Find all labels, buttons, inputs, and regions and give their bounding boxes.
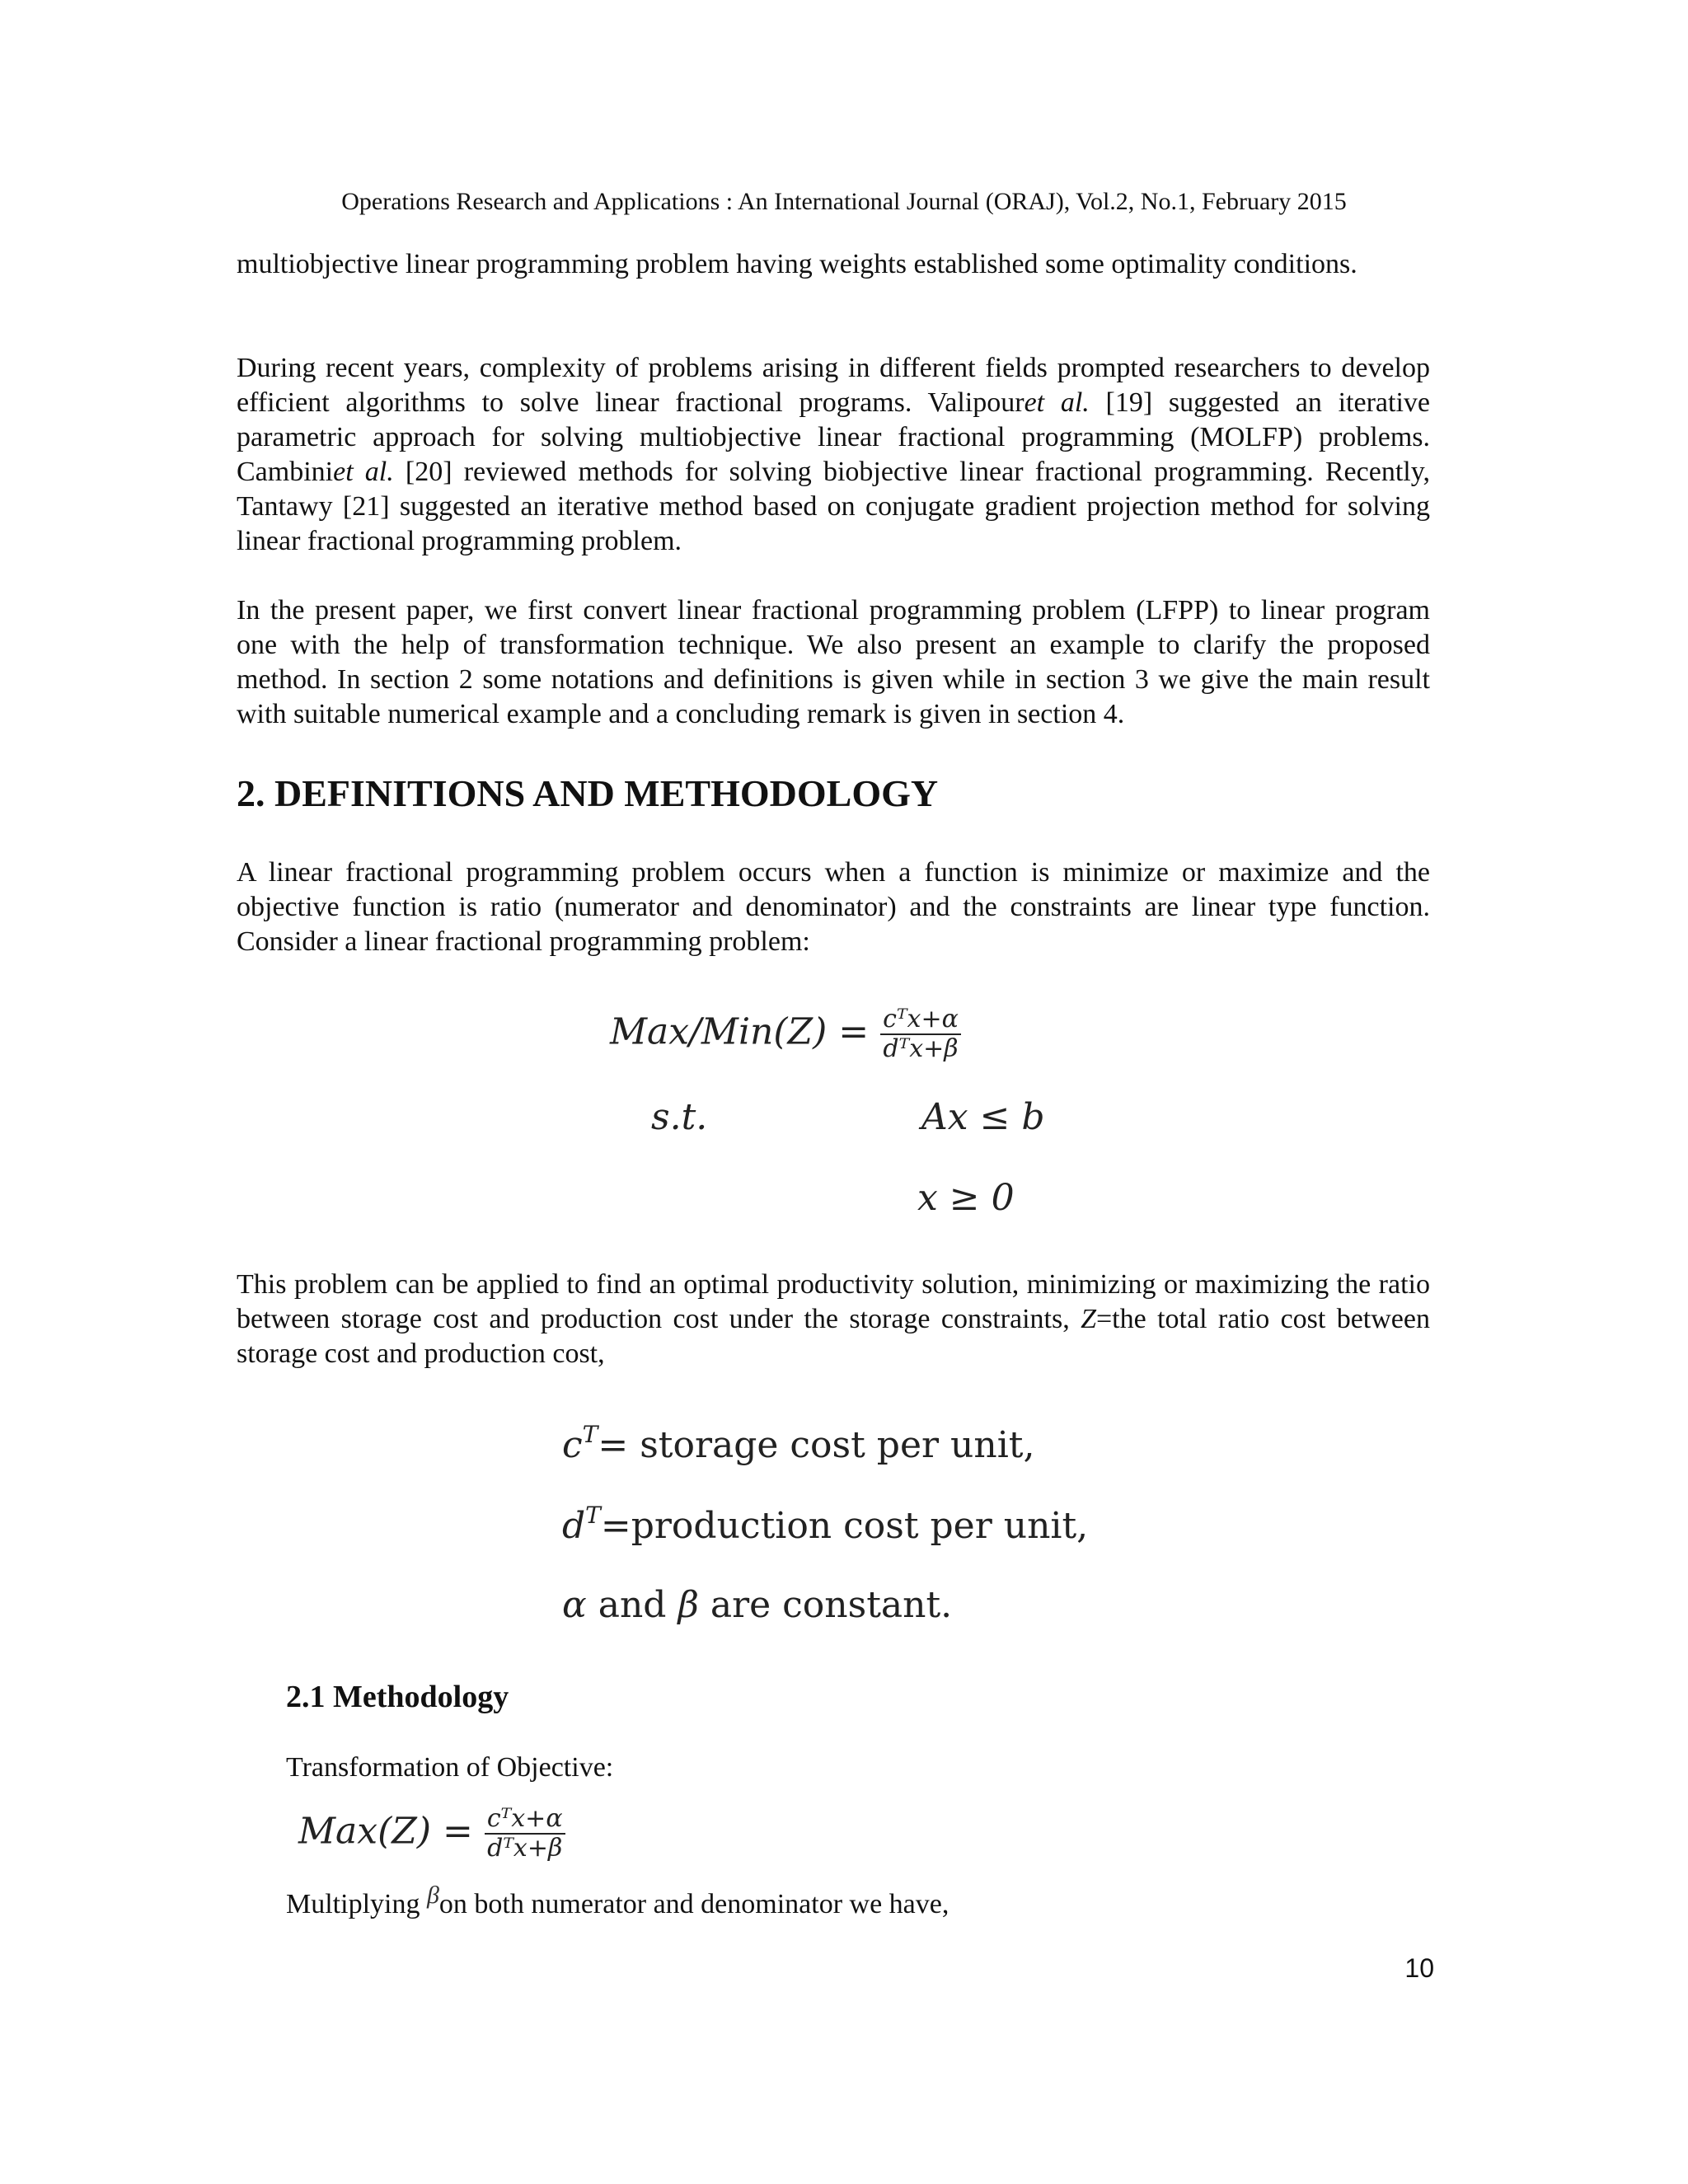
running-header: Operations Research and Applications : An International Journal (ORAJ), Vol.2, No.1, February 2015 (341, 188, 1347, 215)
fraction (880, 1007, 961, 1062)
var-beta: β (426, 1882, 439, 1909)
text-segment: During recent years, complexity of problems arising in different fields prompted researchers to develop efficient algorithms to solve linear fractional programs. Valipour (237, 353, 1430, 418)
equation-subject-to (651, 1096, 707, 1139)
definition-text: and (586, 1584, 678, 1626)
var-beta: β (678, 1584, 699, 1626)
superscript-t: T (585, 1502, 601, 1529)
text-segment: Multiplying (286, 1889, 427, 1919)
subsection-heading: 2.1 Methodology (286, 1680, 509, 1714)
text-segment: =the total ratio cost between storage cost and production cost, (237, 1304, 1430, 1369)
section-heading: 2. DEFINITIONS AND METHODOLOGY (237, 772, 939, 814)
var-alpha: α (562, 1584, 587, 1626)
paragraph-recent-years (237, 351, 1430, 559)
text-segment: on both numerator and denominator we have, (438, 1889, 950, 1919)
equation-objective (610, 1007, 961, 1062)
paragraph-lfp-definition: A linear fractional programming problem occurs when a function is minimize or maximize and the objective function is ratio (numerator and denominator) and the constraints are linear type function. Consider a linear fractional programming problem: (237, 857, 1430, 957)
citation-et-al: et al. (333, 457, 394, 487)
fraction-denominator: dᵀx+β (487, 1834, 563, 1863)
equation-constraint-1 (921, 1096, 1045, 1139)
subject-to-label: s.t. (651, 1096, 708, 1138)
page-number: 10 (1404, 1953, 1434, 1983)
definition-constants (562, 1584, 952, 1627)
equation-lhs: Max/Min(Z) = (610, 1010, 870, 1053)
paragraph-multiplying (286, 1882, 950, 1923)
paragraph-application (237, 1268, 1430, 1371)
fraction-denominator: dᵀx+β (883, 1034, 959, 1063)
equation-max (298, 1804, 565, 1863)
constraint-text: Ax ≤ b (921, 1096, 1045, 1138)
constraint-text: x ≥ 0 (917, 1177, 1015, 1219)
definition-d (562, 1502, 1089, 1552)
superscript-t: T (582, 1421, 598, 1448)
definition-c (562, 1421, 1035, 1471)
definition-text: = storage cost per unit, (598, 1424, 1035, 1466)
definition-text: are constant. (698, 1584, 953, 1626)
citation-et-al: et al. (1024, 387, 1090, 418)
equation-lhs: Max(Z) = (298, 1810, 473, 1853)
equation-constraint-2 (917, 1177, 1015, 1220)
fraction-numerator: cᵀx+α (485, 1807, 565, 1835)
var-c: c (562, 1424, 583, 1466)
text-segment: [20] reviewed methods for solving biobjective linear fractional programming. Recently, Tantawy [21] suggested an iterative method based on conjugate gradient projection method for solving linear fractional programming problem. (237, 457, 1430, 556)
transformation-label: Transformation of Objective: (286, 1752, 614, 1783)
text-segment: [19] suggested an iterative parametric approach for solving multiobjective linear fractional programming (MOLFP) problems. Cambini (237, 387, 1430, 487)
variable-z: Z (1081, 1304, 1096, 1334)
paragraph-present-paper: In the present paper, we first convert linear fractional programming problem (LFPP) to linear program one with the help of transformation technique. We also present an example to clarify the proposed method. In section 2 some notations and definitions is given while in section 3 we give the main result with suitable numerical example and a concluding remark is given in section 4. (237, 595, 1430, 729)
fraction (485, 1804, 565, 1863)
text-segment: This problem can be applied to find an optimal productivity solution, minimizing or maximizing the ratio between storage cost and production cost under the storage constraints, (237, 1269, 1430, 1334)
fraction-numerator: cᵀx+α (880, 1007, 961, 1035)
paragraph-continued: multiobjective linear programming problem having weights established some optimality conditions. (237, 249, 1357, 279)
var-d: d (562, 1505, 586, 1547)
definition-text: =production cost per unit, (600, 1505, 1089, 1547)
